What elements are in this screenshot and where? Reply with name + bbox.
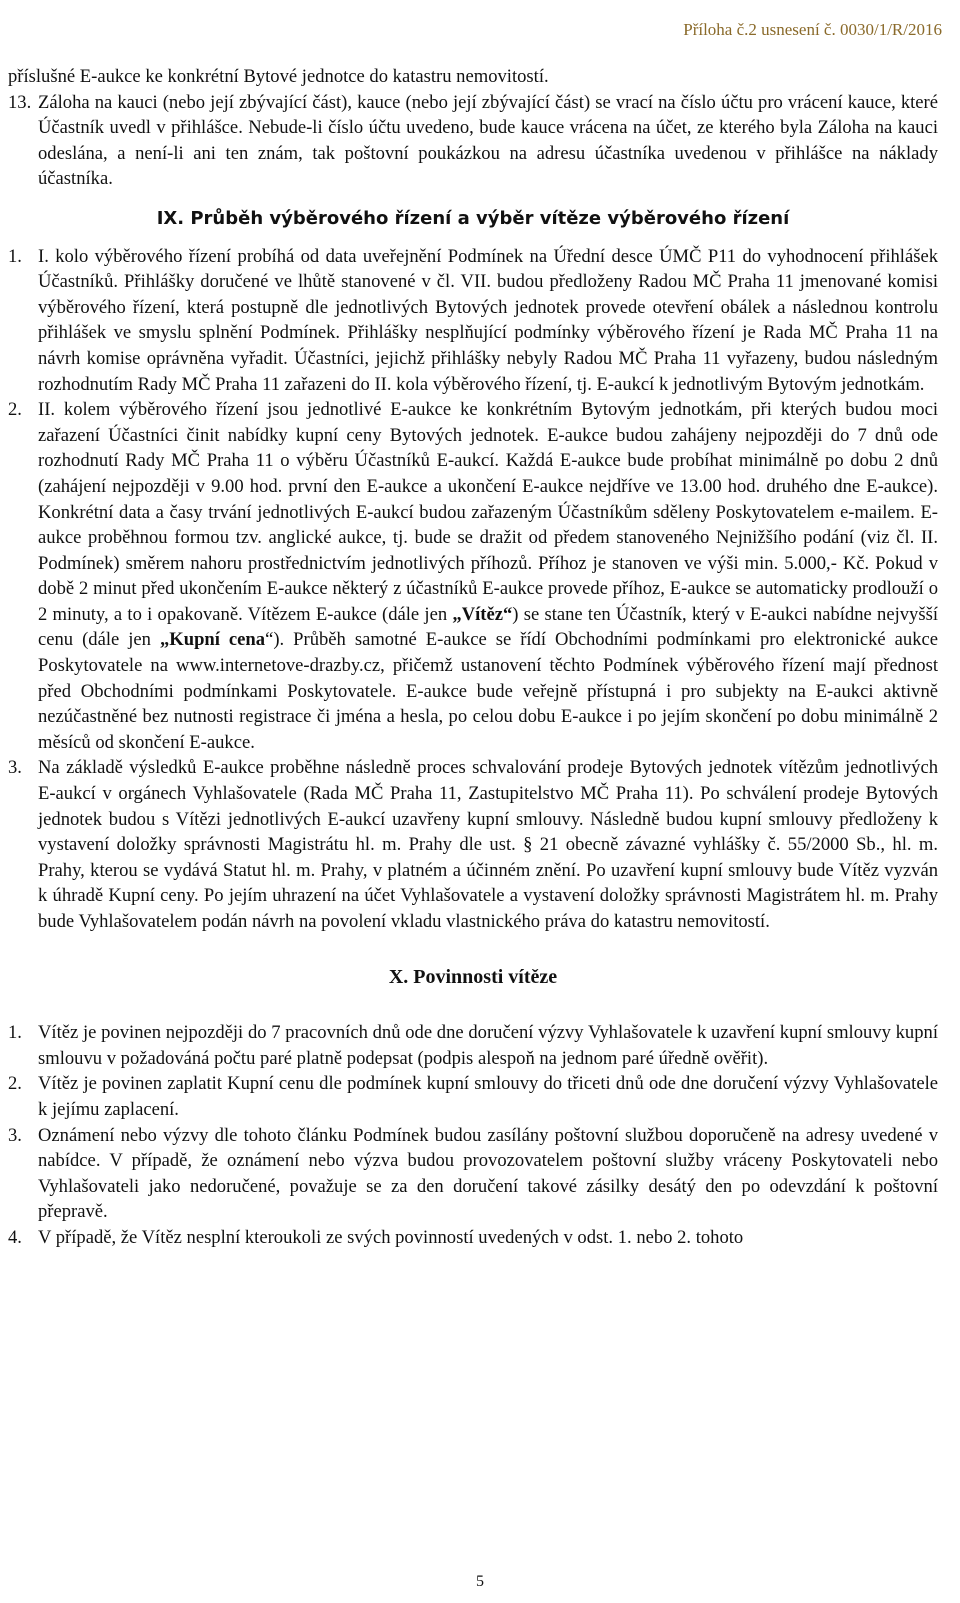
list-number: 3. (8, 1124, 22, 1146)
term-kupni-cena: „Kupní cena (159, 629, 266, 651)
section-ix-item-2 (8, 397, 938, 755)
list-text: Záloha na kauci (nebo její zbývající část), kauce (nebo její zbývající část) se vrací na číslo účtu pro vrácení kauce, které Účastník uvedl v přihlášce. Nebude-li číslo účtu uvedeno, bude kauce vrácena na účet, ze kterého byla Záloha na kauci odeslána, a není-li ani ten znám, tak poštovní poukázkou na adresu účastníka uvedenou v přihlášce na náklady účastníka. (38, 91, 938, 190)
section-x-item-3 (8, 1123, 938, 1225)
list-number: 4. (8, 1226, 22, 1248)
section-ix-item-3 (8, 755, 938, 934)
term-vitez: „Vítěz“ (452, 603, 513, 625)
document-header: Příloha č.2 usnesení č. 0030/1/R/2016 (683, 20, 942, 39)
list-number: 3. (8, 757, 22, 779)
list-text: V případě, že Vítěz nesplní kteroukoli ze svých povinností uvedených v odst. 1. nebo 2. tohoto (38, 1226, 744, 1248)
section-ix-item-1 (8, 244, 938, 398)
list-number: 1. (8, 1022, 22, 1044)
list-number: 13. (8, 91, 32, 113)
text-segment: ) se stane ten Účastník, který v E-aukci nabídne nejvyšší cenu (dále jen (38, 603, 938, 651)
list-text: I. kolo výběrového řízení probíhá od data uveřejnění Podmínek na Úřední desce ÚMČ P11 do vyhodnocení přihlášek Účastníků. Přihlášky doručené ve lhůtě stanovené v čl. VII. budou předloženy Radou MČ Praha 11 jmenované komisi výběrového řízení, která postupně dle jednotlivých Bytových jednotek provede otevření obálek a následnou kontrolu přihlášek ve smyslu splnění Podmínek. Přihlášky nesplňující podmínky výběrového řízení je Rada MČ Praha 11 na návrh komise oprávněna vyřadit. Účastníci, jejichž přihlášky nebyly Radou MČ Praha 11 vyřazeny, budou následným rozhodnutím Rady MČ Praha 11 zařazeni do II. kola výběrového řízení, tj. E-aukcí k jednotlivým Bytovým jednotkám. (38, 245, 938, 395)
text-segment: “). Průběh samotné E-aukce se řídí Obchodními podmínkami pro elektronické aukce Poskytovatele na www.internetove-drazby.cz, přičemž ustanovení těchto Podmínek výběrového řízení mají přednost před Obchodními podmínkami Poskytovatele. E-aukce bude veřejně přístupná i pro subjekty na E-aukci aktivně nezúčastněné bez nutnosti registrace či jména a hesla, po celou dobu E-aukce i po jejím skončení po dobu minimálně 2 měsíců od skončení E-aukce. (38, 629, 938, 753)
list-number: 2. (8, 399, 22, 421)
list-number: 1. (8, 245, 22, 267)
page-number: 5 (476, 1573, 484, 1590)
list-text (38, 397, 938, 755)
section-x-heading: X. Povinnosti vítěze (388, 965, 558, 988)
list-number: 2. (8, 1073, 22, 1095)
list-item-13 (8, 90, 938, 192)
list-text: Oznámení nebo výzvy dle tohoto článku Podmínek budou zasílány poštovní službou doporučeně na adresy uvedené v nabídce. V případě, že oznámení nebo výzva budou provozovatelem poštovní služby vráceny Poskytovateli nebo Vyhlašovateli jako nedoručené, považuje se za den doručení takové zásilky desátý den po odevzdání k poštovní přepravě. (38, 1124, 938, 1223)
text-segment: II. kolem výběrového řízení jsou jednotlivé E-aukce ke konkrétním Bytovým jednotkám, při kterých budou moci zařazení Účastníci činit nabídky kupní ceny Bytových jednotek. E-aukce budou zahájeny nejpozději do 7 dnů ode rozhodnutí Rady MČ Praha 11 o výběru Účastníků E-aukcí. Každá E-aukce bude probíhat minimálně po dobu 2 dnů (zahájení nejpozději v 9.00 hod. první den E-aukce a ukončení E-aukce nejdříve ve 13.00 hod. druhého dne E-aukce). Konkrétní data a časy trvání jednotlivých E-aukcí budou zařazeným Účastníkům sděleny Poskytovatelem e-mailem. E-aukce proběhnou formou tzv. anglické aukce, tj. bude se dražit od předem stanoveného Nejnižšího podání (viz čl. II. Podmínek) směrem nahoru prostřednictvím jednotlivých příhozů. Příhoz je stanoven ve výši min. 5.000,- Kč. Pokud v době 2 minut před ukončením E-aukce některý z účastníků E-aukce provede příhoz, E-aukce se automaticky prodlouží o 2 minuty, a to i opakovaně. Vítězem E-aukce (dále jen (38, 399, 938, 625)
document-body (8, 64, 938, 1251)
list-text: Na základě výsledků E-aukce proběhne následně proces schvalování prodeje Bytových jednotek vítězům jednotlivých E-aukcí v orgánech Vyhlašovatele (Rada MČ Praha 11, Zastupitelstvo MČ Praha 11). Po schválení prodeje Bytových jednotek budou s Vítězi jednotlivých E-aukcí uzavřeny kupní smlouvy. Následně budou kupní smlouvy předloženy k vystavení doložky správnosti Magistrátu hl. m. Prahy dle ust. § 21 obecně závazné vyhlášky č. 55/2000 Sb., hl. m. Prahy, kterou se vydává Statut hl. m. Prahy, v platném a účinném znění. Po uzavření kupní smlouvy bude Vítěz vyzván k úhradě Kupní ceny. Po jejím uhrazení na účet Vyhlašovatele a vystavení doložky správnosti Magistrátem hl. m. Prahy bude Vyhlašovatelem podán návrh na povolení vkladu vlastnického práva do katastru nemovitostí. (38, 757, 938, 932)
section-x-item-2 (8, 1071, 938, 1122)
section-ix-heading: IX. Průběh výběrového řízení a výběr vítěze výběrového řízení (156, 207, 790, 229)
intro-text: příslušné E-aukce ke konkrétní Bytové jednotce do katastru nemovitostí. (8, 66, 549, 87)
list-text: Vítěz je povinen zaplatit Kupní cenu dle podmínek kupní smlouvy do třiceti dnů ode dne doručení výzvy Vyhlašovatele k jejímu zaplacení. (38, 1073, 938, 1120)
section-x-item-1 (8, 1020, 938, 1071)
list-text: Vítěz je povinen nejpozději do 7 pracovních dnů ode dne doručení výzvy Vyhlašovatele k uzavření kupní smlouvy kupní smlouvu v požadováná počtu paré platně podepsat (podpis alespoň na jednom paré úředně ověřit). (38, 1022, 938, 1069)
section-x-item-4 (8, 1225, 938, 1251)
